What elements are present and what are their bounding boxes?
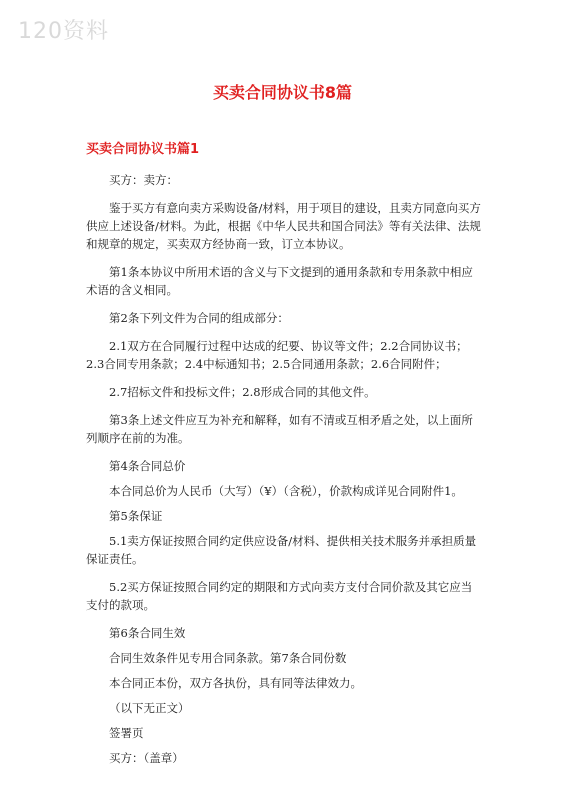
paragraph-article-3: 第3条上述文件应互为补充和解释，如有不清或互相矛盾之处，以上面所列顺序在前的为准。 [86,413,473,445]
paragraph-article-1: 第1条本协议中所用术语的含义与下文提到的通用条款和专用条款中相应术语的含义相同。 [86,265,473,297]
paragraph-article-6-heading: 第6条合同生效 [109,626,186,640]
paragraph-parties: 买方：卖方： [109,173,178,187]
paragraph-preamble: 鉴于买方有意向卖方采购设备/材料，用于项目的建设，且卖方同意向买方供应上述设备/材料。为此，根据《中华人民共和国合同法》等有关法律、法规和规章的规定，买卖双方经协商一致，订立本协议。 [86,201,481,251]
watermark-text: 120资料 [18,19,109,44]
paragraph-article-7-body: 本合同正本份，双方各执份，具有同等法律效力。 [109,676,362,690]
paragraph-article-2-items-cont: 2.7招标文件和投标文件；2.8形成合同的其他文件。 [109,385,376,399]
paragraph-signature-page: 签署页 [109,726,144,740]
paragraph-article-5-2: 5.2买方保证按照合同约定的期限和方式向卖方支付合同价款及其它应当支付的款项。 [86,580,473,612]
paragraph-article-6-body: 合同生效条件见专用合同条款。第7条合同份数 [109,651,347,665]
paragraph-article-4-body: 本合同总价为人民币（大写）（¥）（含税），价款构成详见合同附件1。 [109,484,463,498]
document-body [86,171,481,774]
paragraph-article-5-1: 5.1卖方保证按照合同约定供应设备/材料、提供相关技术服务并承担质量保证责任。 [86,534,477,566]
paragraph-end-of-text: （以下无正文） [109,701,190,715]
paragraph-article-4-heading: 第4条合同总价 [109,459,186,473]
paragraph-article-2: 第2条下列文件为合同的组成部分： [109,311,289,325]
section-title: 买卖合同协议书篇1 [86,142,200,157]
document-title: 买卖合同协议书8篇 [212,83,353,102]
paragraph-article-2-items: 2.1双方在合同履行过程中达成的纪要、协议等文件；2.2合同协议书；2.3合同专用条款；2.4中标通知书；2.5合同通用条款；2.6合同附件； [86,339,468,371]
paragraph-article-5-heading: 第5条保证 [109,509,163,523]
paragraph-buyer-seal: 买方：（盖章） [109,751,184,765]
